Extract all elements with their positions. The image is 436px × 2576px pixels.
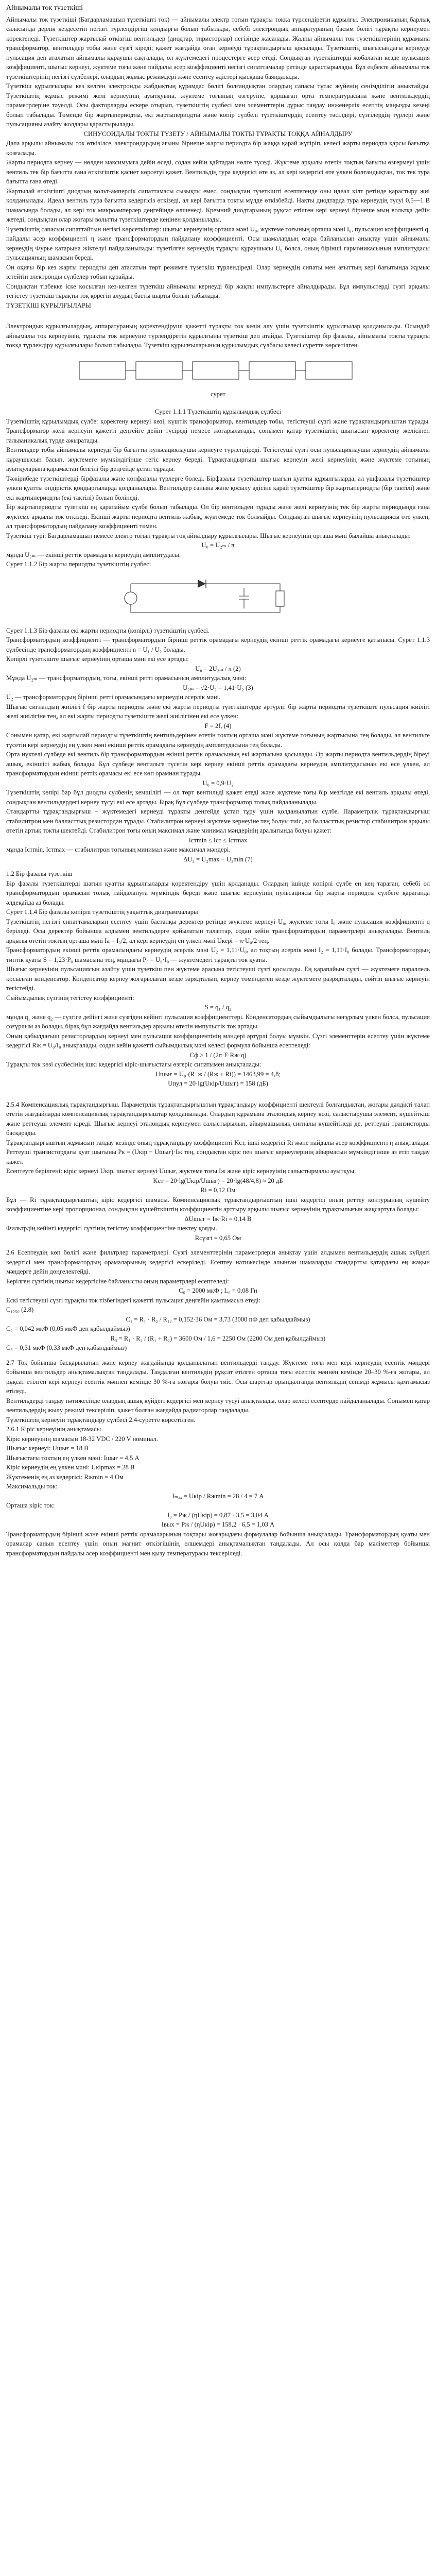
diagram-block (306, 362, 352, 379)
paragraph: С₁₂₅₀ (2,8) (6, 1306, 34, 1314)
diagram-block (249, 362, 295, 379)
paragraph: Тұрақтандырғыштың жұмысын талдау кезінде оның тұрақтандыру коэффициенті Kст, ішкі кедергісі Rі және пайдалы әсер коэффициенті η анықталады. Реттеуші транзистордағы қуат шығыны Pк = (Uкір − Uшығ)·Iж тең, сондықтан кіріс пен шығыс кернеулерінің айырмасын мүмкіндігінше аз етіп таңдау қажет. (6, 1139, 430, 1165)
paragraph: Дала арқылы айнымалы ток өткізілсе, электрондардың ағыны бірнеше жарты периодта бір жаққа қарай жүгіріп, келесі жарты периодта қарсы бағытқа қозғалады. (6, 140, 430, 157)
paragraph: Кіріс кернеудің ең үлкен мәні: Uкірmax = 28 В (6, 1464, 135, 1471)
paragraph: Жартылай өткізгішті диодтың вольт-амперлік сипаттамасы сызықты емес, сондықтан түзеткішті есептегенде оны идеал кілт ретінде қарастыру жиі қолданылады. Идеал вентиль тура бағытта кедергісіз өткізеді, ал кері бағытта токты мүлде өткізбейді. Нақты диодтарда тура кернеудің түсуі 0,5—1 В шамасында болады, ал кері ток микроамперлер деңгейінде өлшенеді. Кремний диодтарының рұқсат етілген кері кернеуі бірнеше мың вольтқа дейін жетеді, сондықтан олар жоғары вольтты түзеткіштерде кеңінен қолданылады. (6, 187, 430, 224)
paragraph: Жарты периодта кернеу — нөлден максимумға дейін өседі, содан кейін қайтадан нөлге түседі. Жүктеме арқылы өтетін тоқтың бағыты өзгермеуі үшін вентиль тек бір бағытта ғана өткізгіштік қасиет көрсетуі қажет. Вентильдің тура кедергісі өте аз, ал кері кедергісі өте үлкен болғандықтан, ток тек тура бағытта ғана өтеді. (6, 159, 430, 185)
paragraph: Фильтрдің кейінгі кедергісі сүзгінің тегістеу коэффициентіне шектеу қояды. (6, 1225, 217, 1232)
paragraph: мұнда U₂ₘ — екінші реттік орамадағы кернеудің амплитудасы. (6, 551, 181, 558)
paragraph: 2.6.1 Кіріс кернеуінің анықтамасы (6, 1426, 101, 1433)
spacer (6, 402, 430, 407)
paragraph: Шығыстағы токтың ең үлкен мәні: Iшығ = 4,5 А (6, 1454, 139, 1462)
spacer (6, 1243, 430, 1248)
paragraph: Түзеткіш құрылғылары кез келген электронды жабдықтың құрамдас бөлігі болғандықтан олардың сапасы тұтас жүйенің сенімділігін анықтайды. Түзеткіштің жұмыс режимі желі кернеуінің ауытқуына, жүктеме тоғының өзгеруіне, қоршаған орта температурасына және вентильдердің параметрлеріне тәуелді. Осы факторларды ескере отырып, түзеткіштің сүлбесі мен элементтерін дұрыс таңдау инженерлік есептің маңызды кезеңі болып табылады. Төменде бір жартыпериодты, екі жартыпериодты және көпір сүлбелі түзеткіштердің есептеу тәсілдері, сүзгілердің түрлері және пульсацияны азайту жолдары қарастырылады. (6, 82, 430, 128)
paragraph: Он оқиғы бір кез жарты периодты деп аталатын төрт режимге түзеткіш түрлендіреді. Олар кернеудің сипаты мен ағыттың кері бағытында жұмыс істейтін электронды сүлбелер тобын құрайды. (6, 263, 430, 281)
wire-out (206, 584, 280, 591)
formula: Iвых = Pж / (ηUкір) = 158,2 · 6,5 = 1,03 А (161, 1521, 275, 1529)
formula: ΔUшығ = Iж·Rі = 0,14 В (184, 1215, 252, 1223)
paragraph: 2.7 Тоқ бойынша басқарылатын және кернеу жағдайында қолданылатын вентильдерді таңдау. Жүктеме тоғы мен кері кернеудің есептік мәндері бойынша вентильдер анықтамалықтан таңдалады. Таңдалған вентильдің рұқсат етілген орташа тоғы есептік мәннен кемінде 20–30 %-ға жоғары, ал рұқсат етілген кері кернеуі есептік мәннен кемінде 30 %-ға жоғары болуы тиіс. Осы шарттар орындалғанда вентильдің сенімді жұмысы қамтамасыз етіледі. (6, 1359, 430, 1395)
spacer (6, 864, 430, 869)
paragraph: Вентильдерді таңдау нәтижесінде олардың ашық күйдегі кедергісі мен кернеу түсуі анықталады, олар келесі есептерде пайдаланылады. Сонымен қатар вентильдердің жылу режимі тексеріліп, қажет болған жағдайда радиаторлар таңдалады. (6, 1397, 430, 1414)
section-heading: 1.2 Бір фазалы түзеткіш (6, 870, 73, 878)
paragraph: Шығыс кернеуінің пульсациясын азайту үшін түзеткіш пен жүктеме арасына тегістеуші сүзгі қосылады. Ең қарапайым сүзгі — жүктемеге параллель қосылған конденсатор. Конденсатор кернеу жоғарылаған кезде зарядталып, кернеу төмендеген кезде жүктемеге разрядталады, сөйтіп шығыс кернеуін тегістейді. (6, 965, 430, 992)
section-heading: ТҮЗЕТКІШ ҚҰРЫЛҒЫЛАРЫ (6, 301, 91, 309)
spacer (6, 310, 430, 321)
formula: Rсүзгі = 0,65 Ом (195, 1234, 241, 1242)
formula: Iₘₐₓ = Uкір / Rжmin = 28 / 4 = 7 А (172, 1492, 264, 1500)
ac-source (125, 592, 137, 604)
paragraph: Түзеткіштің негізгі сипаттамаларын есептеу үшін бастапқы деректер ретінде жүктеме кернеуі U₀, жүктеме тоғы I₀ және пульсация коэффициенті q беріледі. Осы деректер бойынша алдымен вентильдерге қойылатын талаптар, содан кейін трансформатордың параметрлері анықталады. Вентиль арқылы өтетін токтың орташа мәні Iа = I₀/2, ал кері кернеудің ең үлкен мәні Uкері = π·U₀/2 тең. (6, 918, 430, 944)
formula: Kст = 20·lg(Uкір/Uшығ) = 20·lg(48/4,8) ≈ 20 дБ (153, 1177, 283, 1184)
formula: Cф ≥ 1 / (2π·F·Rж·q) (189, 1051, 247, 1059)
paragraph: мұнда Iстmin, Iстmax — стабилитрон тоғының минимал және максимал мәндері. (6, 846, 231, 854)
diagram-block (136, 362, 182, 379)
paragraph: мұнда q₁ және q₂ — сүзгіге дейінгі және сүзгіден кейінгі пульсация коэффициенттері. Конденсатордың сыйымдылығы неғұрлым үлкен болса, пульсация соғұрлым аз болады, бірақ бұл жағдайда вентильдер арқылы өтетін импульстік ток артады. (6, 1013, 430, 1030)
spacer (6, 1353, 430, 1358)
paragraph: Максимальды ток: (6, 1483, 58, 1490)
paragraph: Мұнда U₂ₘ — трансформатордың, тоғы, екінші ретті орамасының амплитудалық мәні: (6, 674, 247, 682)
paragraph: Бұл — Rі тұрақтандырғыштың кіріс кедергісі шамасы. Компенсациялық тұрақтандырғыштың ішкі кедергісі оның реттеу контурының күшейту коэффициентіне кері пропорционал, сондықтан күшейткіштің коэффициентін арттыру арқылы шығыс кернеуінің тұрақтылығын жақсартуға болады: (6, 1196, 430, 1213)
diagram-block (79, 362, 126, 379)
load-resistor (276, 591, 284, 606)
section-heading: Сурет 1.1.1 Түзеткіштің құрылымдық сүлбесі (155, 408, 281, 416)
formula: Uпул = 20·lg(Uкір/Uшығ) = 158 (дБ) (168, 1080, 268, 1088)
paragraph: Кіріс кернеуінің шамасын 18-32 VDC / 220 V номинал. (6, 1435, 158, 1443)
paragraph: Электрондық құрылғылардың, аппаратураның қоректендіруші қажетті тұрақты ток көзін алу үшін түзеткіштік құрылғылар қолданылады. Осындай айнымалы ток кернеуінен, тұрақты ток кернеуіне түрлендіретін құрылғыны түзеткіш деп атайды. Түзеткіштер бір фазалы, айнымалы токты тұрақты токқа түрлендіру құрылғылары болып табылады. Түзеткіш құрылғыларының құрылымдық сұлбасы келесі суретте көрсетілген. (6, 323, 430, 349)
formula: ΔU₂ = U₂max − U₂min (7) (183, 855, 253, 863)
paragraph: С₂ = 0,042 мкФ (0,05 мкФ деп қабылдаймыз) (6, 1325, 130, 1333)
paragraph: Берілген сүзгінің шығыс кедергісіне байланысты оның параметрлері есептеледі: (6, 1277, 229, 1285)
section-heading: СИНУСОИДАЛЫ ТОКТЫ ТҮЗЕТУ / АЙНЫМАЛЫ ТОКТЫ ТҰРАҚТЫ ТОҚҚА АЙНАЛДЫРУ (83, 130, 353, 138)
filter-capacitor (239, 588, 249, 608)
formula: Uшығ = U₀·(R_ж / (Rж + Rі)) = 1463,99 = 4,8; (155, 1070, 281, 1078)
figure-graphic (6, 354, 430, 386)
wire-bottom (146, 606, 280, 613)
page-title: Айнымалы ток түзеткіші (6, 4, 83, 12)
paragraph: Трансформатордың екінші реттік орамасындағы кернеудің әсерлік мәні U₂ = 1,11·U₀, ал тоқтың әсерлік мәні I₂ = 1,11·I₀ болады. Трансформатордың типтік қуаты S = 1,23·P₀ шамасына тең, мұндағы P₀ = U₀·I₀ — жүктемедегі тұрақты ток қуаты. (6, 946, 430, 963)
figure (6, 573, 430, 623)
diode (198, 580, 206, 588)
figure-graphic (6, 573, 430, 623)
paragraph: 2.5.4 Компенсациялық тұрақтандырғыш. Параметрлік тұрақтандырғыштың тұрақтандыру коэффициенті шектеулі болғандықтан, жоғары дәлдікті талап ететін жағдайларда компенсациялық тұрақтандырғыштар қолданылады. Олардың құрамына эталондық кернеу көзі, салыстырушы элемент, күшейткіш және реттеуші элемент кіреді. Шығыс кернеуі эталондық кернеумен салыстырылып, айырмашылық сигналы күшейтіледі де, реттеуші транзисторды басқарады. (6, 1100, 430, 1137)
paragraph: Көпірлі түзеткіште шығыс кернеуінің орташа мәні екі есе артады: (6, 655, 189, 663)
figure (6, 354, 430, 399)
paragraph: Түзеткіштің кернеуін тұрақтандыру сүлбесі 2.4-суретте көрсетілген. (6, 1416, 196, 1423)
structure-diagram (74, 354, 362, 386)
paragraph: Сурет 1.1.3 Бір фазалы екі жарты периодты (көпірлі) түзеткіштің сүлбесі. (6, 626, 210, 634)
formula: S = q₁ / q₂ (204, 1004, 232, 1011)
rectifier-circuit-diagram (110, 573, 326, 623)
paragraph: Сонымен қатар, екі жартылай периодты түзеткіштің вентильдерінен өтетін токтың орташа мәні жүктеме тоғының жартысына тең болады, ал вентильге түсетін кері кернеудің ең үлкен мәні екінші реттік орамадағы кернеудің амплитудасына тең болады. (6, 732, 430, 749)
paragraph: Түзеткіш түрі: Бағдарламашыл немесе электр тогын тұрақты тоқ айналдыру құрылғылары. Шығыс кернеуінің орташа мәні былайша анықталады: (6, 532, 411, 539)
formula: C₁ = R₁ · R₂ / R₁₂ = 0,152·36 Ом = 3,73 (3000 пФ деп қабылдаймыз) (126, 1315, 310, 1323)
paragraph: Тәжірибеде түзеткіштерді бірфазалы және көпфазалы түрлерге бөледі. Бірфазалы түзеткіштер шағын қуатты құрылғыларда, ал үшфазалы түзеткіштер үлкен қуатты өндірістік қондырғыларда қолданылады. Вентильдер санына және қосылу әдісіне қарай түзеткіштер бір жартыпериодты (бір тактілі) және екі жартыпериодты (екі тактілі) болып бөлінеді. (6, 474, 430, 501)
paragraph: Трансформатордың бірінші және екінші реттік орамаларының тоқтары жоғарыдағы формулалар бойынша анықталады. Трансформатордың қуаты мен орамалар санын есептеу үшін оның магнит өткізгішінің өлшемдері анықтамалықтан таңдалады. Ал осы қолда бар мәліметтер бойынша трансформатордың пайдалы әсер коэффициенті мен қызу температурасы тексеріледі. (6, 1530, 430, 1557)
paragraph: Түзеткіштің көпірі бар бұл диодты сүлбенің кемшілігі — ол төрт вентильді қажет етеді және жүктеме тоғы бір мезгілде екі вентиль арқылы өтеді, сондықтан вентильдердегі кернеу түсуі екі есе артады. Бірақ бұл сүлбеде трансформатор толық пайдаланылады. (6, 789, 430, 806)
paragraph: Вентильдер тобы айнымалы кернеуді бір бағытты пульсациялаушы кернеуге түрлендіреді. Тегістеуші сүзгі осы пульсациялаушы кернеудің айнымалы құраушысын басып, жүктемеге мүмкіндігінше тегіс кернеу береді. Тұрақтандырғыш шығыс кернеуін желі кернеуінің және жүктеме тоғының ауытқуларына қарамастан белгілі бір деңгейде ұстап тұрады. (6, 446, 430, 473)
paragraph: Айнымалы ток түзеткіші (Бағдарламашыл түзеткішті тоқ) — айнымалы электр тоғын тұрақты токқа түрлендіретін құрылғы. Электрониканың барлық саласында дерлік кездесетін негізгі түрлендіргіш қондырғы болып табылады, себебі электрондық аппаратураның басым бөлігі тұрақты кернеумен қоректенеді. Түзеткіштер жартылай өткізгіш вентильдер (диодтар, тиристорлар) негізінде жасалады. Жалпы айнымалы ток түзеткіштерінің құрамына трансформатор, вентильдер тобы және сүзгі кіреді; қажет жағдайда оған кернеуді тұрақтандырғыш қосылады. Түзеткіштің шығысындағы кернеуде пульсация деп аталатын айнымалы құраушы сақталады, ол жүктемедегі процестерге әсер етеді. Сондықтан түзеткіштерді жобалаған кезде пульсация коэффициенті, шығыс кернеуі, жүктеме тоғы және пайдалы әсер коэффициенті негізгі сипаттамалар ретінде қарастырылады. Бұл еңбекте айнымалы ток түзеткіштерінің негізгі сүлбелері, олардың жұмыс режимдері және есептеу әдістері қысқаша баяндалады. (6, 15, 430, 80)
paragraph: Есептеуге берілгені: кіріс кернеуі Uкір, шығыс кернеуі Uшығ, жүктеме тоғы Iж және кіріс кернеуінің салыстырмалы ауытқуы. (6, 1167, 356, 1175)
paragraph: Түзеткіштің құрылымдық сүлбе: қоректену кернеуі көзі, күштік трансформатор, вентильдер тобы, тегістеуші сүзгі және тұрақтандырғыштан тұрады. Трансформатор желі кернеуін қажетті деңгейге дейін түсіреді немесе жоғарылатады, сонымен қатар түзеткіштің шығысын қоректену желісінен гальваникалық түрде ажыратады. (6, 417, 430, 444)
paragraph: Ескі тегістеуші сүзгі тұрақты ток тізбегіндегі қажетті пульсация деңгейін қамтамасыз етеді: (6, 1296, 261, 1304)
paragraph: Сондықтан тізбекке іске қосылған кез-келген түзеткіш айнымалы кернеуді бір жақты импульстерге айналдырады. Бұл импульстерді сүзгі арқылы тегістеу түзеткіш тұрақты тоқ қорегін алудың басты шарты болып табылады. (6, 282, 430, 300)
paragraph: С₃ = 0,31 мкФ (0,33 мкФ деп қабылдаймыз) (6, 1344, 127, 1352)
formula: I₀ = Pж / (ηUкір) = 0,87 · 3,5 = 3,04 А (167, 1511, 269, 1519)
formula: U₀ = 2U₂ₘ / π (2) (195, 665, 241, 672)
section-heading: Сурет 1.1.4 Бір фазалы көпірлі түзеткіштің уақыттық диаграммалары (6, 908, 198, 916)
formula: Iстmin ≤ Iст ≤ Iстmax (188, 836, 248, 844)
formula: Rі = 0,12 Ом (200, 1187, 236, 1194)
paragraph: Трансформатордың коэффициенті — трансформатордың бірінші реттік орамадағы кернеудің екінші реттік орамадағы кернеуге қатынасы. Сурет 1.1.3 сүлбесінде трансформатордың коэффициенті n = U₁ / U₂ болады. (6, 636, 430, 653)
paragraph: Түзеткіштің сапасын сипаттайтын негізгі көрсеткіштер: шығыс кернеуінің орташа мәні U₀, жүктеме тоғының орташа мәні I₀, пульсация коэффициенті q, пайдалы әсер коэффициенті η және трансформатордың пайдалану коэффициенті. Осы шамалардың өзара байланысын анықтау үшін айнымалы кернеудің Фурье қатарына жіктелуі пайдаланылады: түзетілген кернеудің тұрақты құраушысы U₀ болса, оның бірінші гармоникасының амплитудасы пульсацияның шамасын береді. (6, 225, 430, 262)
figure-caption: сурет (210, 390, 226, 398)
formula: U₀ = U₂ₘ / π (201, 541, 235, 549)
document-body (6, 3, 430, 1558)
formula: R₃ = R₁ · R₂ / (R₁ + R₂) = 3600 Ом / 1,6 = 2250 Ом (2200 Ом деп қабылдаймыз) (110, 1334, 326, 1342)
paragraph: Орта нүктелі сүлбеде екі вентиль бір трансформатордың екінші реттік орамасының екі жартысына қосылады. Әр жарты периодта вентильдердің біреуі ашық, екіншісі жабық болады. Бұл сүлбеде вентильге түсетін кері кернеу екінші реттік орамадағы кернеудің амплитудасынан екі есе үлкен, ал трансформатордың екінші реттік орамасы екі есе көп орамнан тұрады. (6, 751, 430, 777)
paragraph: Бір жартыпериодты түзеткіш ең қарапайым сүлбе болып табылады. Ол бір вентильден тұрады және желі кернеуінің тек бір жарты периодында ғана жүктеме арқылы ток өткізеді. Екінші жарты периодта вентиль жабық, жүктемеде ток болмайды. Сондықтан шығыс кернеуінің пульсациясы өте үлкен, ал трансформатордың пайдалану коэффициенті төмен. (6, 503, 430, 530)
paragraph: 2.6 Есептеудің көп бөлігі және фильтрлер параметрлері. Сүзгі элементтерінің параметрлерін анықтау үшін алдымен вентильдердің ашық күйдегі кедергісі мен трансформатордың орамаларының кедергісі ескеріледі. Есептеу нәтижесінде алынған шамаларды стандартты қатардағы ең жақын мәндерге дейін дөңгелектейді. (6, 1249, 430, 1276)
spacer (6, 1089, 430, 1100)
paragraph: Бір фазалы түзеткіштерді шағын қуатты құрылғыларды қоректендіру үшін қолданады. Олардың ішінде көпірлі сүлбе ең кең тараған, себебі ол трансформатордың орамасын толық пайдалануға мүмкіндік береді және шығыс кернеуінің пульсациясы бір жарты периодты сүлбеге қарағанда әлдеқайда аз болады. (6, 879, 430, 906)
paragraph: Шығыс сигналдың жиілігі f бір жарты периодты және екі жарты периодты түзеткіштерде әртүрлі: бір жарты периодты түзеткіште пульсация жиілігі желі жиілігіне тең, ал екі жарты периодты түзеткіште желі жиілігінен екі есе үлкен: (6, 703, 430, 720)
paragraph: Оның қабылдағыш резисторлардың кернеуі мен пульсация коэффициентінің мәндері әртүрлі болуы мүмкін. Сүзгі элементтерін есептеу үшін жүктеме кедергісі Rж = U₀/I₀ анықталады, содан кейін қажетті сыйымдылық мәні келесі формула бойынша есептеледі: (6, 1032, 430, 1049)
paragraph: Стандартты тұрақтандырғыш – жүктемедегі кернеуді тұрақты деңгейде ұстап тұру үшін қолданылатын сүлбе. Параметрлік тұрақтандырғыш стабилитрон мен балласттық резистордан тұрады. Стабилитрон кернеуі жүктеме кернеуіне тең болуы тиіс, ал балласттық резистор стабилитрон арқылы өтетін артық токты шектейді. Стабилитрон тоғы оның максимал және минимал мәндерінің аралығында болуы қажет: (6, 808, 430, 835)
paragraph: U₂ — трансформатордың бірінші ретті орамасындағы кернеудің әсерлік мәні. (6, 693, 221, 701)
paragraph: Тұрақты ток көзі сүлбесінің ішкі кедергісі кіріс-шығыстағы өзгеріс сипатымен анықталады: (6, 1061, 261, 1069)
paragraph: Шығыс кернеуі: Uшығ = 18 В (6, 1445, 89, 1452)
section-heading: Сурет 1.1.2 Бір жарты периодты түзеткіштің сүлбесі (6, 561, 151, 568)
paragraph: Сыйымдылық сүзгінің тегістеу коэффициенті: (6, 994, 134, 1002)
formula: U₂ₘ = √2·U₂ = 1,41·U₂ (3) (183, 684, 253, 691)
paragraph: Орташа кіріс ток: (6, 1502, 55, 1510)
paragraph: Жүктеменің ең аз кедергісі: Rжmin = 4 Ом (6, 1473, 124, 1481)
formula: C₀ = 2000 мкФ ; L₀ = 0,08 Гн (179, 1287, 257, 1295)
formula: F = 2f, (4) (204, 722, 232, 730)
diagram-block (193, 362, 239, 379)
formula: U₀ = 0,9·U₂ (202, 779, 234, 787)
